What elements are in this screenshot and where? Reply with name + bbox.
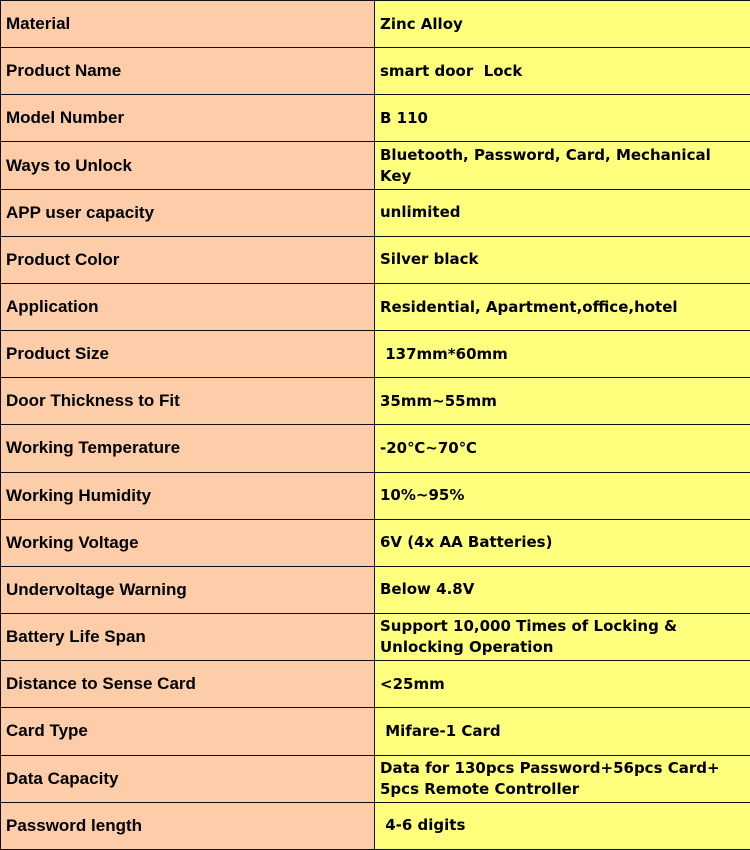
spec-value: -20℃~70℃ <box>375 425 750 472</box>
spec-label: Product Color <box>1 236 375 283</box>
spec-label: APP user capacity <box>1 189 375 236</box>
spec-label: Product Name <box>1 48 375 95</box>
spec-row-working-temperature <box>1 425 750 472</box>
spec-value: 6V (4x AA Batteries) <box>375 519 750 566</box>
spec-row-material <box>1 1 750 48</box>
spec-row-distance-to-sense-card <box>1 661 750 708</box>
spec-value: 4-6 digits <box>375 802 750 849</box>
spec-value: Bluetooth, Password, Card, Mechanical Key <box>375 142 750 189</box>
spec-label: Undervoltage Warning <box>1 566 375 613</box>
spec-label: Data Capacity <box>1 755 375 802</box>
spec-value: Support 10,000 Times of Locking & Unlocking Operation <box>375 614 750 661</box>
spec-row-data-capacity <box>1 755 750 802</box>
spec-label: Card Type <box>1 708 375 755</box>
spec-label: Working Humidity <box>1 472 375 519</box>
spec-value: smart door Lock <box>375 48 750 95</box>
spec-label: Battery Life Span <box>1 614 375 661</box>
spec-label: Working Voltage <box>1 519 375 566</box>
spec-value: Mifare-1 Card <box>375 708 750 755</box>
spec-label: Distance to Sense Card <box>1 661 375 708</box>
spec-row-working-voltage <box>1 519 750 566</box>
spec-label: Door Thickness to Fit <box>1 378 375 425</box>
spec-label: Product Size <box>1 331 375 378</box>
spec-value: 137mm*60mm <box>375 331 750 378</box>
spec-row-card-type <box>1 708 750 755</box>
spec-value: Residential, Apartment,office,hotel <box>375 283 750 330</box>
spec-value: 10%~95% <box>375 472 750 519</box>
spec-value: Zinc Alloy <box>375 1 750 48</box>
spec-row-product-name <box>1 48 750 95</box>
spec-value: Below 4.8V <box>375 566 750 613</box>
spec-label: Application <box>1 283 375 330</box>
spec-value: unlimited <box>375 189 750 236</box>
spec-label: Password length <box>1 802 375 849</box>
spec-row-app-user-capacity <box>1 189 750 236</box>
spec-label: Model Number <box>1 95 375 142</box>
spec-value: B 110 <box>375 95 750 142</box>
spec-row-working-humidity <box>1 472 750 519</box>
spec-row-battery-life-span <box>1 614 750 661</box>
spec-row-door-thickness <box>1 378 750 425</box>
spec-row-model-number <box>1 95 750 142</box>
spec-row-undervoltage-warning <box>1 566 750 613</box>
spec-label: Material <box>1 1 375 48</box>
spec-row-product-size <box>1 331 750 378</box>
spec-row-application <box>1 283 750 330</box>
spec-label: Ways to Unlock <box>1 142 375 189</box>
spec-value: Silver black <box>375 236 750 283</box>
spec-value: 35mm~55mm <box>375 378 750 425</box>
spec-value: Data for 130pcs Password+56pcs Card+ 5pcs Remote Controller <box>375 755 750 802</box>
spec-row-product-color <box>1 236 750 283</box>
spec-label: Working Temperature <box>1 425 375 472</box>
spec-row-ways-to-unlock <box>1 142 750 189</box>
spec-row-password-length <box>1 802 750 849</box>
spec-value: <25mm <box>375 661 750 708</box>
